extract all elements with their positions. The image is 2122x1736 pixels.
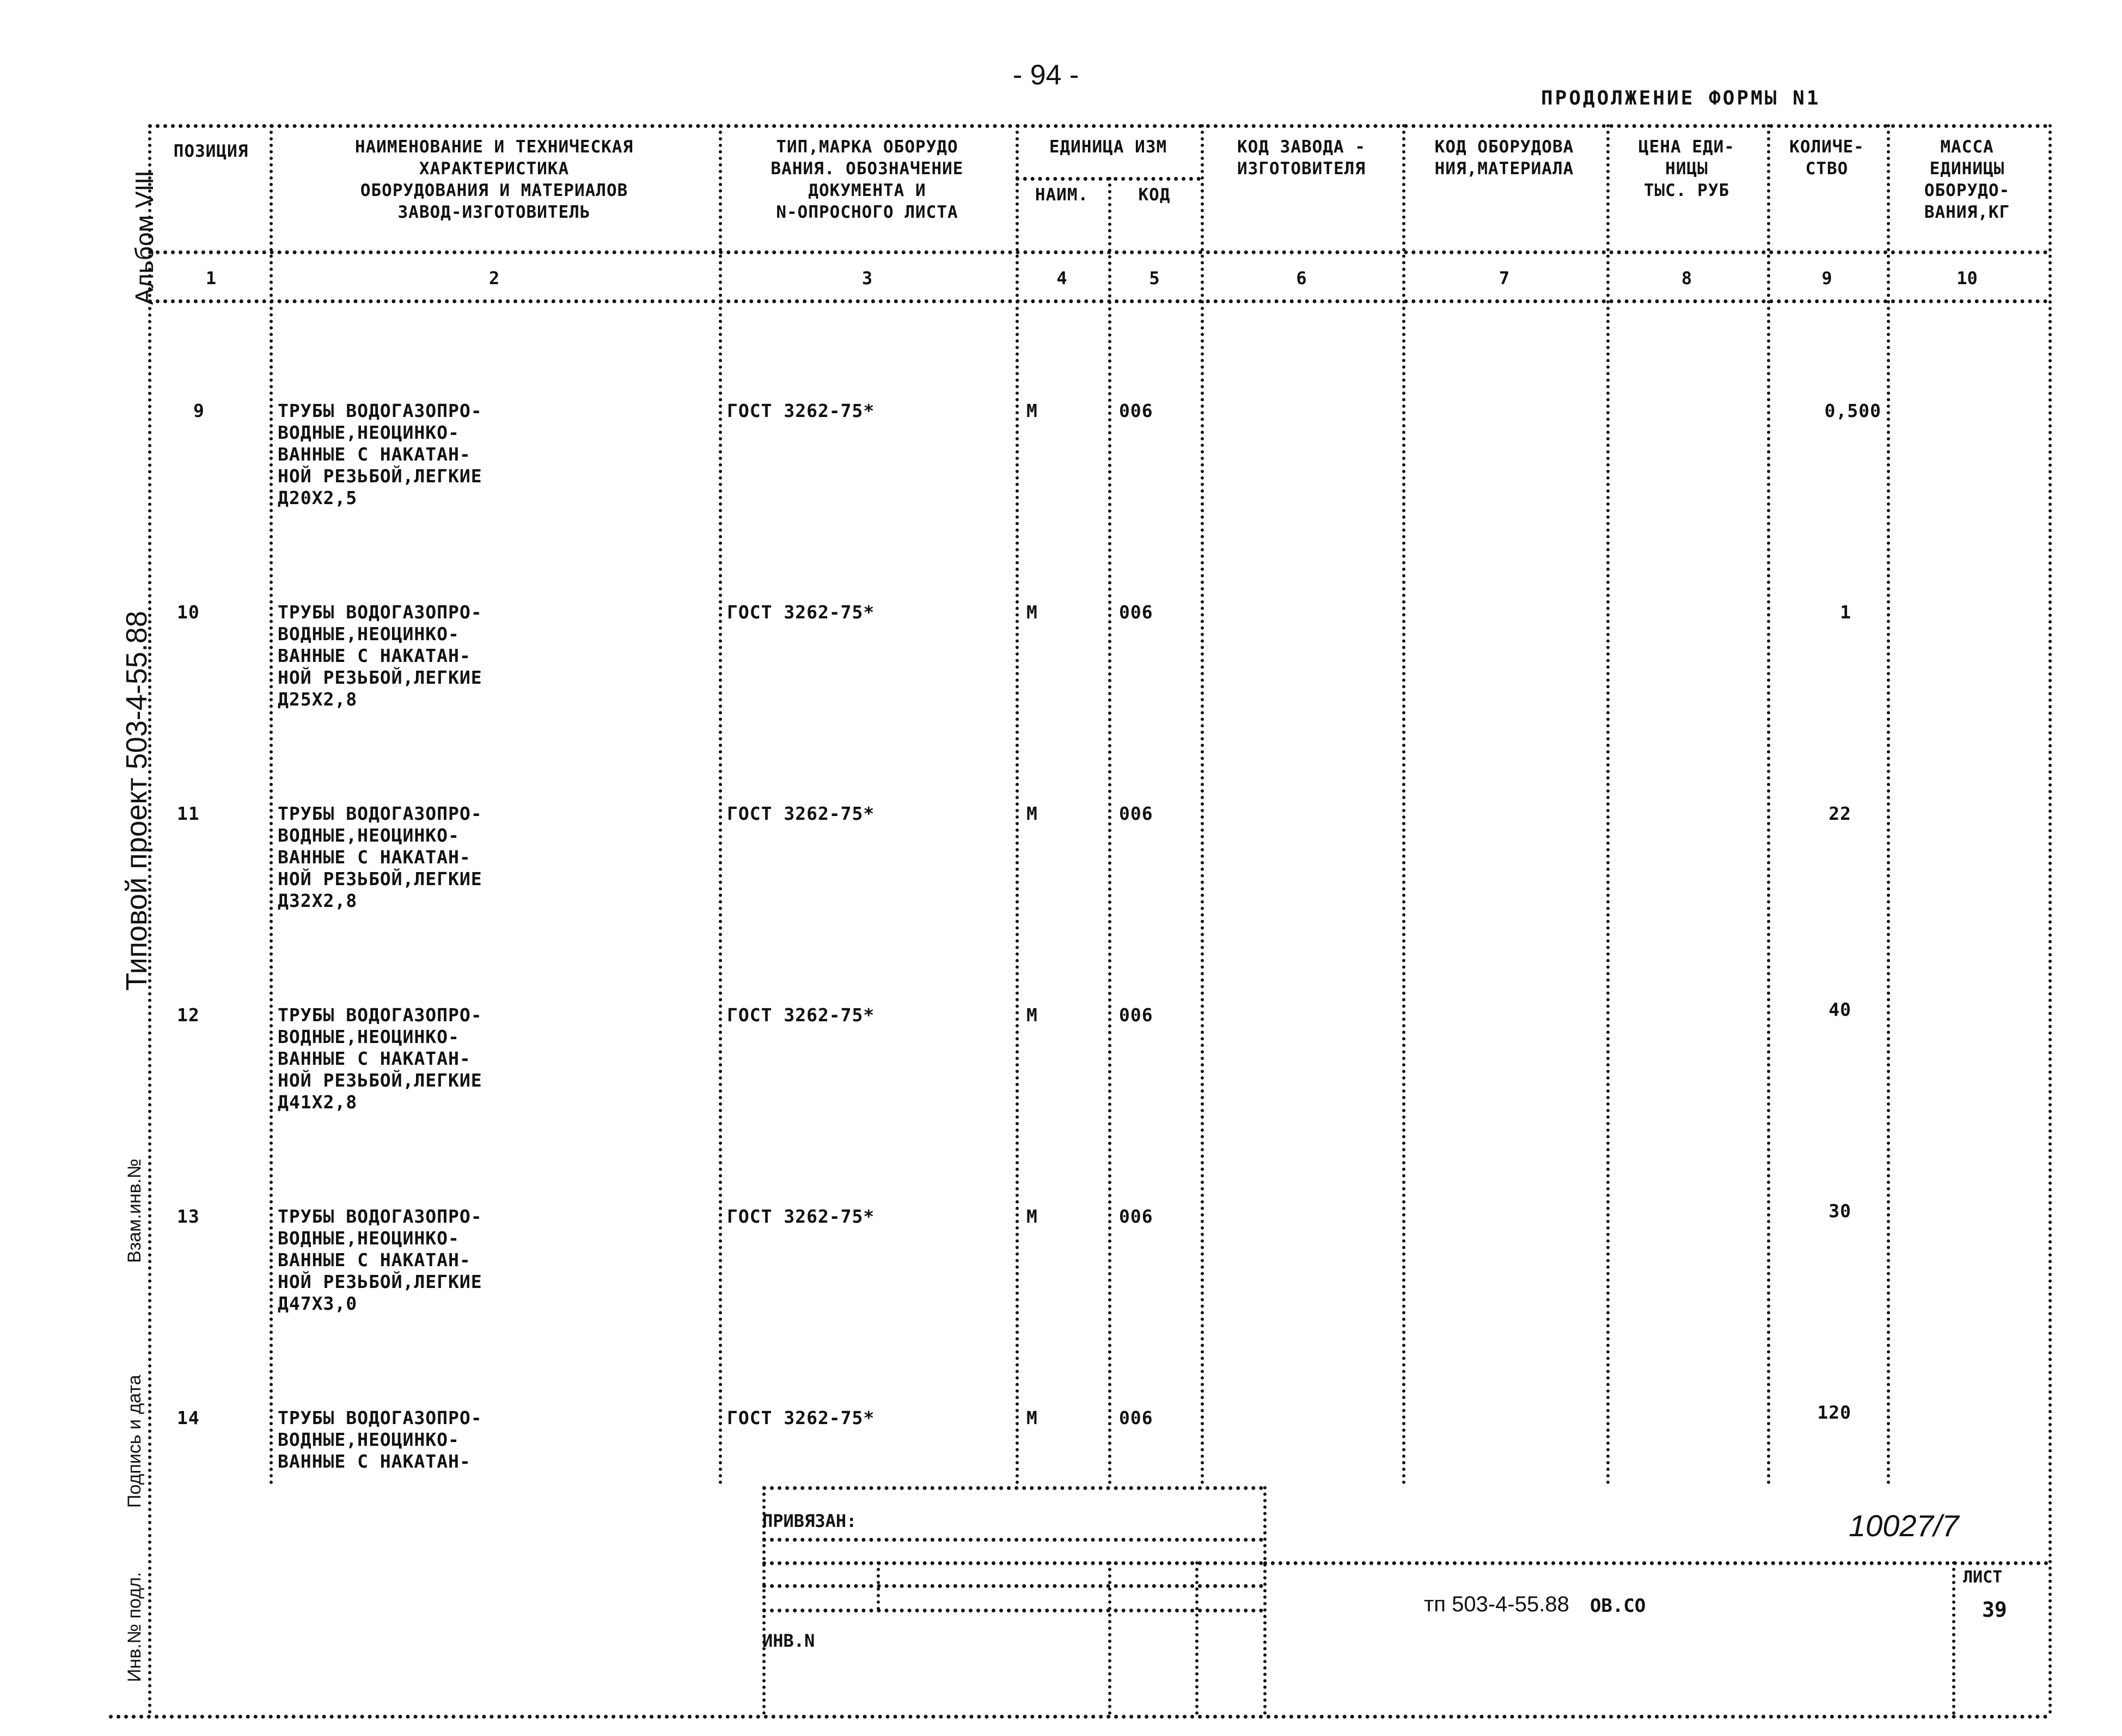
vrule-c9 [1887,124,1890,1485]
col-number-8: 8 [1681,268,1692,289]
col-number-6: 6 [1296,268,1307,289]
row-quantity: 0,500 [1824,400,1881,421]
stamp-rule-1 [762,1486,1263,1490]
inv-sub-label: Взам.инв.№ [124,1158,145,1263]
row-document: ГОСТ 3262-75* [727,803,875,824]
vrule-c3 [1016,124,1019,1485]
bound-label: ПРИВЯЗАН: [762,1511,857,1531]
row-name: ТРУБЫ ВОДОГАЗОПРО- ВОДНЫЕ,НЕОЦИНКО- ВАННЫЕ С НАКАТАН- НОЙ РЕЗЬБОЙ,ЛЕГКИЕ Д41Х2,8 [278,1004,482,1113]
header-type: ТИП,МАРКА ОБОРУДО ВАНИЯ. ОБОЗНАЧЕНИЕ ДОКУМЕНТА И N-ОПРОСНОГО ЛИСТА [770,137,964,222]
row-position: 9 [193,400,205,421]
row-unit-code: 006 [1119,1407,1153,1428]
row-unit: М [1026,803,1038,824]
stamp-rule-6 [762,1609,1263,1612]
col-number-1: 1 [205,268,217,289]
vrule-c7 [1606,124,1610,1485]
row-unit-code: 006 [1119,803,1153,824]
row-unit: М [1026,1206,1038,1227]
row-position: 14 [177,1407,200,1428]
project-label: Типовой проект 503-4-55.88 [120,611,153,991]
row-quantity: 22 [1829,803,1851,824]
header-equipment-code: КОД ОБОРУДОВА НИЯ,МАТЕРИАЛА [1434,137,1574,179]
col-number-7: 7 [1499,268,1510,289]
header-unit: ЕДИНИЦА ИЗМ [1049,137,1167,157]
vrule-c5 [1201,124,1204,1485]
handwritten-number: 10027/7 [1849,1508,1959,1543]
row-document: ГОСТ 3262-75* [727,1004,875,1026]
row-unit: М [1026,602,1038,623]
row-unit-code: 006 [1119,400,1153,421]
row-document: ГОСТ 3262-75* [727,400,875,421]
row-unit: М [1026,400,1038,421]
continuation-label: ПРОДОЛЖЕНИЕ ФОРМЫ N1 [1541,87,1821,109]
stamp-vrule-3 [1108,1561,1111,1715]
stamp-vrule-2 [877,1561,880,1610]
row-unit: М [1026,1407,1038,1428]
col-number-4: 4 [1056,268,1067,289]
page-number: - 94 - [1013,59,1079,91]
col-number-3: 3 [861,268,873,289]
row-document: ГОСТ 3262-75* [727,602,875,623]
header-mass: МАССА ЕДИНИЦЫ ОБОРУДО- ВАНИЯ,КГ [1924,137,2010,222]
rule-top [148,124,2048,128]
stamp-rule-3 [1263,1561,2048,1565]
row-position: 11 [177,803,200,824]
header-plant-code: КОД ЗАВОДА - ИЗГОТОВИТЕЛЯ [1237,137,1366,179]
row-document: ГОСТ 3262-75* [727,1206,875,1227]
inventory-label: ИНВ.N [762,1630,815,1651]
row-quantity: 30 [1829,1200,1851,1222]
header-position: ПОЗИЦИЯ [173,142,249,161]
row-name: ТРУБЫ ВОДОГАЗОПРО- ВОДНЫЕ,НЕОЦИНКО- ВАННЫЕ С НАКАТАН- НОЙ РЕЗЬБОЙ,ЛЕГКИЕ Д47Х3,0 [278,1206,482,1314]
stamp-vrule-6 [1952,1561,1955,1715]
vrule-c2 [719,124,722,1485]
signature-label: Подпись и дата [124,1375,145,1508]
row-unit: М [1026,1004,1038,1026]
row-name: ТРУБЫ ВОДОГАЗОПРО- ВОДНЫЕ,НЕОЦИНКО- ВАННЫЕ С НАКАТАН- НОЙ РЕЗЬБОЙ,ЛЕГКИЕ Д25Х2,8 [278,602,482,710]
vrule-c4 [1108,177,1111,1485]
row-position: 12 [177,1004,200,1026]
rule-header-bottom [148,250,2048,254]
inv-orig-label: Инв.№ подл. [124,1572,145,1682]
header-unit-name: НАИМ. [1035,185,1089,205]
vrule-right [2048,124,2052,1715]
header-name: НАИМЕНОВАНИЕ И ТЕХНИЧЕСКАЯ ХАРАКТЕРИСТИКА ОБОРУДОВАНИЯ И МАТЕРИАЛОВ ЗАВОД-ИЗГОТОВИТЕЛЬ [354,137,634,222]
stamp-vrule-5 [1263,1486,1267,1715]
stamp-vrule-4 [1195,1561,1198,1715]
row-name: ТРУБЫ ВОДОГАЗОПРО- ВОДНЫЕ,НЕОЦИНКО- ВАННЫЕ С НАКАТАН- [278,1407,482,1472]
col-number-5: 5 [1149,268,1160,289]
row-quantity: 40 [1829,999,1851,1020]
row-quantity: 1 [1840,602,1851,623]
row-position: 13 [177,1206,200,1227]
album-label: Альбом VIII [130,170,158,305]
vrule-left [148,124,151,1715]
sheet-number: 39 [1982,1598,2007,1622]
stamp-rule-4 [762,1561,1263,1565]
vrule-c1 [270,124,273,1485]
row-unit-code: 006 [1119,602,1153,623]
header-quantity: КОЛИЧЕ- СТВО [1789,137,1864,179]
row-name: ТРУБЫ ВОДОГАЗОПРО- ВОДНЫЕ,НЕОЦИНКО- ВАННЫЕ С НАКАТАН- НОЙ РЕЗЬБОЙ,ЛЕГКИЕ Д32Х2,8 [278,803,482,911]
stamp-rule-2 [762,1538,1263,1542]
col-number-2: 2 [488,268,500,289]
rule-bottom [109,1715,2048,1719]
col-number-10: 10 [1956,268,1978,289]
row-position: 10 [177,602,200,623]
document-code: тп 503-4-55.88 [1424,1592,1569,1616]
col-number-9: 9 [1821,268,1832,289]
row-quantity: 120 [1817,1402,1851,1423]
rule-colnum-bottom [148,299,2048,303]
row-unit-code: 006 [1119,1004,1153,1026]
row-document: ГОСТ 3262-75* [727,1407,875,1428]
row-name: ТРУБЫ ВОДОГАЗОПРО- ВОДНЫЕ,НЕОЦИНКО- ВАННЫЕ С НАКАТАН- НОЙ РЕЗЬБОЙ,ЛЕГКИЕ Д20Х2,5 [278,400,482,508]
row-unit-code: 006 [1119,1206,1153,1227]
vrule-c8 [1767,124,1770,1485]
stamp-rule-5 [762,1584,1263,1588]
vrule-c6 [1402,124,1405,1485]
header-price: ЦЕНА ЕДИ- НИЦЫ ТЫС. РУБ [1638,137,1735,200]
document-suffix: ОВ.СО [1590,1595,1646,1617]
sheet-label: ЛИСТ [1963,1568,2003,1587]
header-unit-code: КОД [1138,185,1171,205]
